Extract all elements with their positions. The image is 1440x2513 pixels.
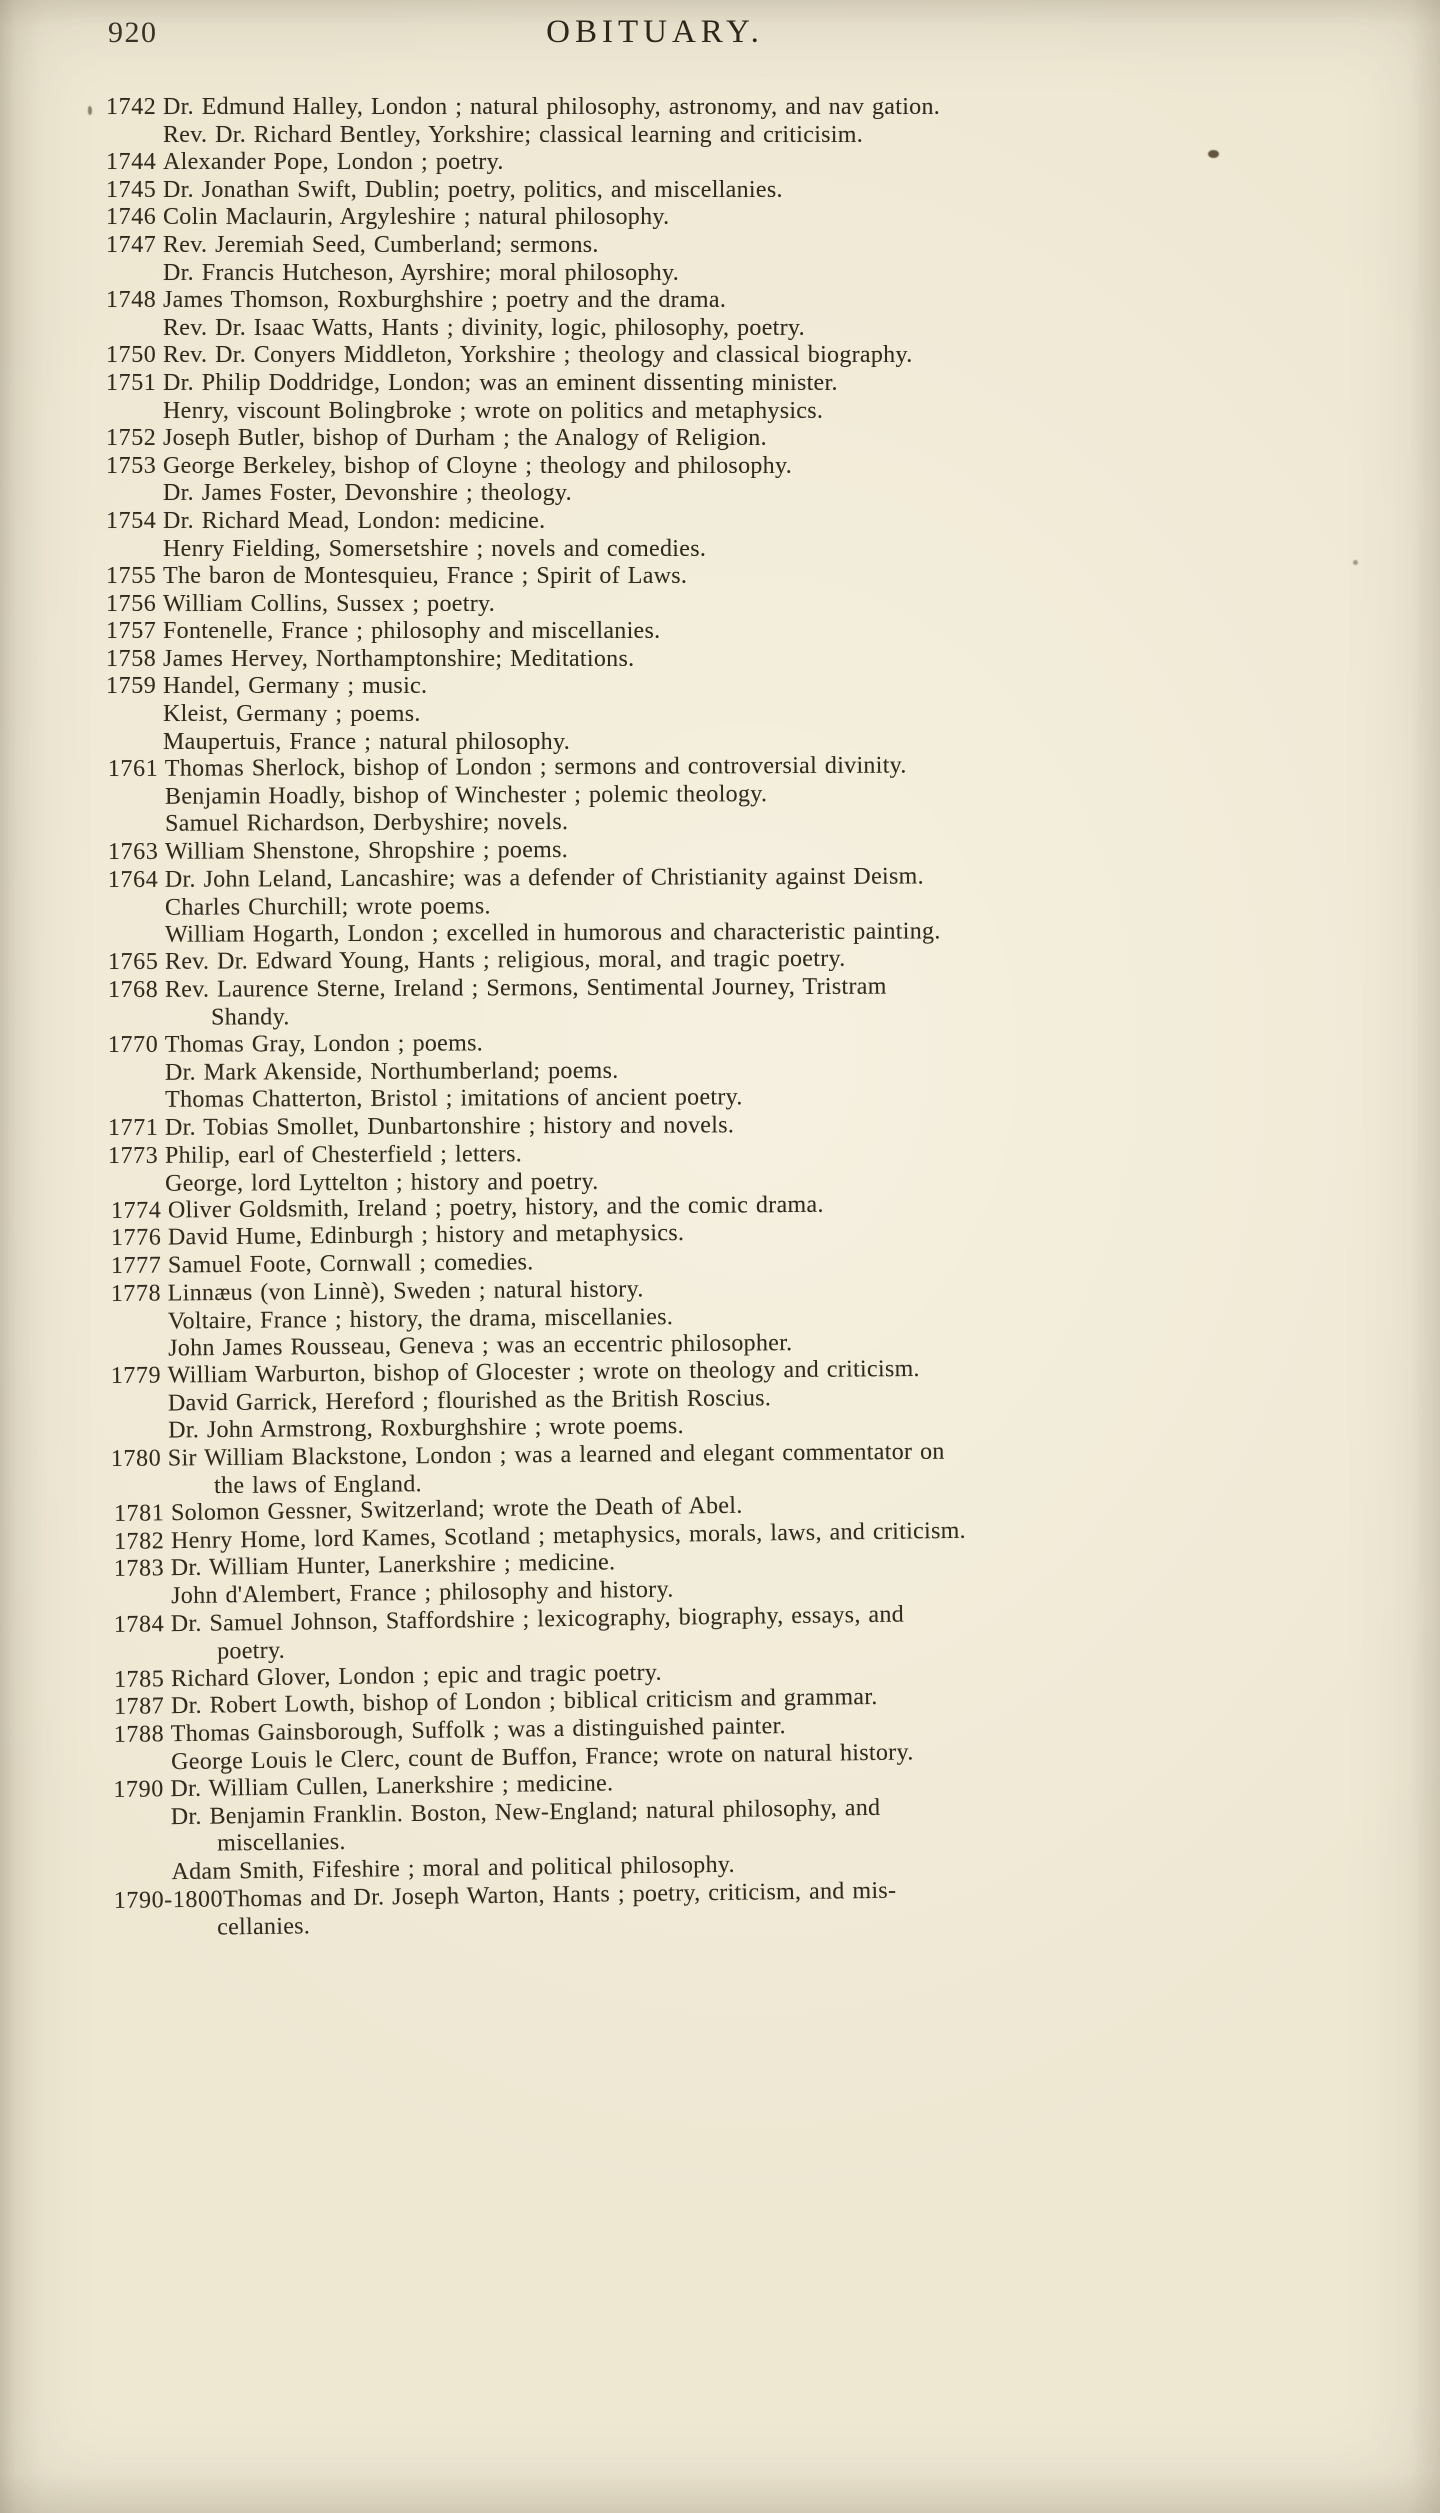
entry-text: Dr. Samuel Johnson, Staffordshire ; lexicography, biography, essays, and	[170, 1601, 905, 1637]
obituary-entry	[108, 1027, 1354, 1115]
entry-text: Sir William Blackstone, London ; was a learned and elegant commentator on	[167, 1438, 945, 1472]
entry-line	[106, 701, 1352, 729]
entry-text: Henry Home, lord Kames, Scotland ; metaphysics, morals, laws, and criticism.	[170, 1517, 967, 1555]
entry-line	[106, 536, 1352, 564]
entry-text: Dr. Tobias Smollet, Dunbartonshire ; history and novels.	[164, 1112, 735, 1141]
obituary-entry	[108, 861, 1354, 949]
entry-text: Adam Smith, Fifeshire ; moral and political philosophy.	[171, 1851, 736, 1886]
entry-line	[106, 204, 1352, 232]
entry-year: 1790	[113, 1776, 165, 1804]
entry-year: 1765	[107, 949, 159, 976]
entry-year: 1748	[106, 287, 157, 314]
entry-year: 1778	[110, 1280, 162, 1307]
entry-year	[114, 1769, 171, 1770]
entry-text: Colin Maclaurin, Argyleshire ; natural philosophy.	[163, 204, 670, 231]
entry-year	[114, 1824, 171, 1825]
obituary-entry	[106, 508, 1352, 563]
entry-text: David Garrick, Hereford ; flourished as the British Roscius.	[167, 1385, 772, 1417]
entry-text: Charles Churchill; wrote poems.	[164, 892, 491, 920]
obituary-entry	[108, 751, 1354, 839]
entry-text: Handel, Germany ; music.	[163, 673, 428, 700]
entry-year: 1747	[106, 231, 157, 258]
obituary-entry	[106, 204, 1352, 232]
entry-text: Rev. Laurence Sterne, Ireland ; Sermons, Sentimental Journey, Tristram	[164, 973, 887, 1003]
entry-text: Dr. James Foster, Devonshire ; theology.	[163, 480, 572, 507]
entry-year: 1753	[106, 452, 157, 479]
entry-text: Dr. John Leland, Lancashire; was a defender of Christianity against Deism.	[164, 863, 924, 893]
entry-text: Dr. Richard Mead, London: medicine.	[163, 507, 546, 534]
entry-year: 1768	[107, 976, 159, 1003]
entry-text: Dr. William Cullen, Lanerkshire ; medicine.	[170, 1770, 614, 1803]
entry-text: James Thomson, Roxburghshire ; poetry and the drama.	[163, 287, 727, 314]
entry-text: David Hume, Edinburgh ; history and metaphysics.	[167, 1220, 685, 1251]
entry-text: James Hervey, Northamptonshire; Meditations.	[163, 645, 635, 672]
obituary-entry	[113, 1761, 1360, 1888]
entry-text: Henry Fielding, Somersetshire ; novels and comedies.	[163, 535, 707, 562]
entry-line	[106, 232, 1352, 260]
page-title: OBITUARY.	[546, 14, 764, 50]
entry-line	[106, 673, 1352, 701]
obituary-entry	[111, 1352, 1358, 1446]
entry-line	[106, 315, 1352, 343]
obituary-entry	[106, 453, 1352, 508]
entry-text: William Warburton, bishop of Glocester ; wrote on theology and criticism.	[167, 1356, 920, 1389]
entry-year: 1755	[106, 563, 157, 590]
entry-year: 1757	[106, 618, 157, 645]
entry-line	[106, 149, 1352, 177]
obituary-entry	[106, 591, 1352, 619]
entry-year	[115, 1879, 172, 1880]
entry-text: Richard Glover, London ; epic and tragic poetry.	[170, 1659, 663, 1692]
entry-line	[106, 646, 1352, 674]
entry-text: William Shenstone, Shropshire ; poems.	[164, 837, 569, 865]
entry-text: Maupertuis, France ; natural philosophy.	[163, 728, 571, 755]
entry-text: Thomas Sherlock, bishop of London ; sermons and controversial divinity.	[164, 752, 907, 782]
obituary-entry	[106, 563, 1352, 591]
entry-text: Dr. Edmund Halley, London ; natural philosophy, astronomy, and nav gation.	[163, 94, 941, 120]
obituary-entry	[106, 342, 1352, 370]
entry-text: Rev. Dr. Edward Young, Hants ; religious, moral, and tragic poetry.	[164, 946, 846, 976]
entry-text: Rev. Dr. Conyers Middleton, Yorkshire ; theology and classical biography.	[163, 342, 913, 369]
entry-year: 1770	[107, 1031, 159, 1059]
entry-year: 1774	[110, 1197, 162, 1224]
obituary-entry	[106, 94, 1352, 149]
entry-line	[106, 563, 1352, 591]
entry-year: 1750	[106, 342, 157, 369]
entry-text: Dr. Francis Hutcheson, Ayrshire; moral philosophy.	[163, 259, 680, 286]
entry-year	[114, 1934, 171, 1935]
entry-year: 1751	[106, 369, 157, 396]
entry-year: 1742	[106, 94, 157, 120]
entry-year: 1759	[106, 673, 157, 700]
entry-line	[106, 342, 1352, 370]
entry-text: Samuel Foote, Cornwall ; comedies.	[167, 1249, 534, 1279]
entry-text: George Louis le Clerc, count de Buffon, France; wrote on natural history.	[170, 1739, 914, 1775]
entry-text: Thomas and Dr. Joseph Warton, Hants ; poetry, criticism, and mis-	[223, 1877, 897, 1913]
entry-text: John d'Alembert, France ; philosophy and history.	[170, 1576, 674, 1610]
entry-text: Rev. Jeremiah Seed, Cumberland; sermons.	[163, 231, 599, 258]
entry-text: Samuel Richardson, Derbyshire; novels.	[165, 809, 569, 838]
obituary-entry	[106, 425, 1352, 453]
entry-text: Linnæus (von Linnè), Sweden ; natural history.	[167, 1275, 644, 1306]
entry-year: 1779	[110, 1362, 162, 1390]
entry-year: 1784	[113, 1610, 165, 1638]
obituary-entry	[106, 370, 1352, 425]
entry-text: miscellanies.	[216, 1829, 346, 1857]
entry-year: 1787	[113, 1693, 165, 1721]
obituary-entry	[106, 618, 1352, 646]
entry-line	[106, 398, 1352, 426]
entry-text: Rev. Dr. Richard Bentley, Yorkshire; classical learning and criticisim.	[163, 121, 864, 148]
entry-text: cellanies.	[216, 1912, 311, 1940]
obituary-entry	[106, 177, 1352, 205]
entry-year: 1763	[107, 838, 159, 866]
entry-text: Dr. Jonathan Swift, Dublin; poetry, politics, and miscellanies.	[163, 176, 783, 203]
entry-year: 1771	[107, 1114, 159, 1141]
entry-year	[114, 1852, 171, 1853]
entry-text: Henry, viscount Bolingbroke ; wrote on politics and metaphysics.	[163, 397, 824, 424]
entry-text: Thomas Gainsborough, Suffolk ; was a distinguished painter.	[170, 1713, 786, 1748]
entry-year	[114, 1603, 171, 1604]
entry-text: William Collins, Sussex ; poetry.	[163, 590, 496, 617]
entry-line	[106, 508, 1352, 536]
entry-text: Dr. Mark Akenside, Northumberland; poems.	[164, 1057, 619, 1086]
entry-text: Dr. Philip Doddridge, London; was an eminent dissenting minister.	[163, 369, 838, 396]
entry-year	[114, 1658, 171, 1659]
entry-text: Philip, earl of Chesterfield ; letters.	[164, 1140, 523, 1169]
entry-year: 1761	[107, 756, 159, 783]
entry-line	[106, 618, 1352, 646]
obituary-entry	[106, 149, 1352, 177]
entry-text: George Berkeley, bishop of Cloyne ; theology and philosophy.	[163, 452, 793, 479]
entry-year: 1756	[106, 590, 157, 617]
entry-text: Benjamin Hoadly, bishop of Winchester ; polemic theology.	[164, 780, 768, 810]
obituary-entry	[106, 232, 1352, 287]
entry-year: 1752	[106, 425, 157, 452]
entry-year: 1790-1800	[113, 1886, 224, 1914]
entry-line	[106, 287, 1352, 315]
entry-text: Joseph Butler, bishop of Durham ; the Analogy of Religion.	[163, 425, 767, 452]
entry-year: 1780	[110, 1445, 162, 1473]
obituary-entry	[106, 646, 1352, 674]
entry-year: 1764	[107, 866, 159, 893]
entry-line	[106, 177, 1352, 205]
entry-text: William Hogarth, London ; excelled in humorous and characteristic painting.	[165, 918, 941, 948]
entry-text: Rev. Dr. Isaac Watts, Hants ; divinity, logic, philosophy, poetry.	[163, 314, 805, 341]
entry-year: 1782	[113, 1528, 165, 1555]
entries-list	[0, 70, 1440, 1943]
entry-line	[106, 591, 1352, 619]
entry-line	[106, 122, 1352, 150]
entry-text: Solomon Gessner, Switzerland; wrote the Death of Abel.	[170, 1492, 743, 1527]
entry-text: Voltaire, France ; history, the drama, miscellanies.	[167, 1303, 674, 1334]
entry-year: 1783	[113, 1555, 165, 1583]
entry-text: Shandy.	[210, 1003, 290, 1031]
entry-text: George, lord Lyttelton ; history and poetry.	[164, 1168, 599, 1196]
entry-text: The baron de Montesquieu, France ; Spirit of Laws.	[163, 563, 688, 590]
obituary-entry	[108, 972, 1354, 1033]
entry-line	[106, 370, 1352, 398]
entry-year: 1754	[106, 507, 157, 534]
entry-text: Dr. William Hunter, Lanerkshire ; medicine.	[170, 1549, 616, 1582]
obituary-entry	[111, 1270, 1358, 1364]
entry-text: Dr. Robert Lowth, bishop of London ; biblical criticism and grammar.	[170, 1684, 878, 1720]
page-header	[0, 0, 1440, 70]
entry-line	[106, 480, 1352, 508]
obituary-entry	[106, 287, 1352, 342]
entry-year: 1758	[106, 645, 157, 672]
entry-year: 1781	[113, 1500, 165, 1528]
entry-text: poetry.	[216, 1636, 286, 1664]
entry-year: 1746	[106, 204, 157, 231]
entry-year: 1745	[106, 176, 157, 203]
entry-text: Kleist, Germany ; poems.	[163, 701, 421, 728]
entry-year: 1788	[113, 1721, 165, 1748]
obituary-entry	[106, 673, 1352, 756]
entry-text: Dr. John Armstrong, Roxburghshire ; wrote poems.	[168, 1413, 684, 1444]
entry-year: 1773	[107, 1142, 159, 1169]
entry-text: Oliver Goldsmith, Ireland ; poetry, history, and the comic drama.	[167, 1191, 824, 1224]
entry-year: 1744	[106, 149, 157, 176]
entry-year: 1777	[110, 1252, 162, 1279]
entry-year: 1776	[110, 1224, 162, 1252]
entry-text: John James Rousseau, Geneva ; was an eccentric philosopher.	[168, 1329, 793, 1362]
entry-text: Thomas Gray, London ; poems.	[164, 1030, 484, 1058]
entry-text: Alexander Pope, London ; poetry.	[163, 149, 504, 176]
entry-line	[106, 94, 1352, 122]
entry-line	[106, 425, 1352, 453]
entry-text: Dr. Benjamin Franklin. Boston, New-England; natural philosophy, and	[170, 1794, 881, 1830]
entry-text: Fontenelle, France ; philosophy and miscellanies.	[163, 618, 661, 645]
entry-line	[106, 260, 1352, 288]
entry-line	[106, 453, 1352, 481]
entry-text: Thomas Chatterton, Bristol ; imitations of ancient poetry.	[165, 1084, 743, 1114]
entry-text: the laws of England.	[213, 1470, 423, 1499]
entry-year: 1785	[113, 1666, 165, 1693]
page-number: 920	[108, 16, 158, 49]
